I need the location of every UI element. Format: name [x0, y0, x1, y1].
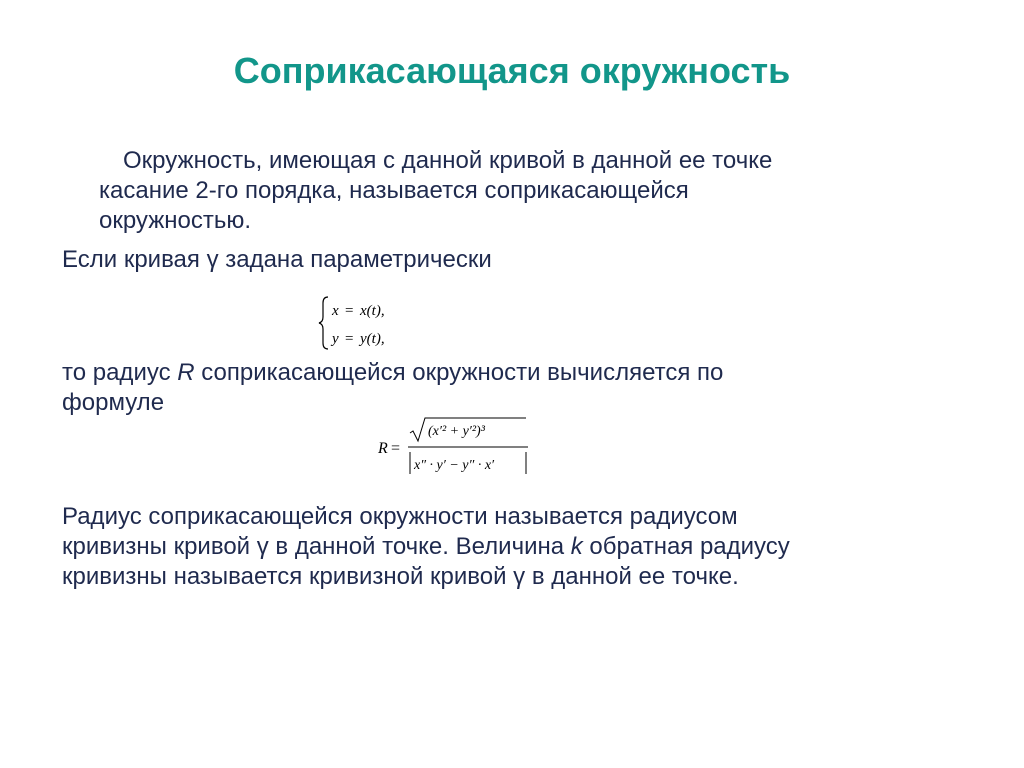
row1-eq: = [345, 303, 354, 319]
definition-line-3: окружностью. [99, 207, 252, 234]
formula-eq: = [391, 440, 401, 457]
curvature-paragraph [62, 502, 942, 592]
parametric-system-formula [314, 293, 424, 353]
curvature-line-2 [62, 532, 942, 562]
row1-lhs: x [332, 303, 339, 319]
curvature-line-3: кривизны называется кривизной кривой γ в данной ее точке. [62, 563, 739, 590]
left-brace [319, 297, 328, 349]
definition-line-2: касание 2-го порядка, называется соприкасающейся [99, 177, 689, 204]
row2-lhs: y [332, 331, 339, 347]
curvature-line-2-after: обратная радиусу [582, 533, 790, 560]
radius-formula-paragraph [62, 358, 942, 418]
radius-var-R: R [177, 359, 195, 386]
parametric-intro-text: Если кривая γ задана параметрически [62, 246, 492, 273]
parametric-system-svg [314, 293, 424, 353]
formula-lhs-R: R [378, 440, 388, 457]
row2-rhs: y(t), [360, 331, 385, 347]
curvature-line-2-before: кривизны кривой γ в данной точке. Величина [62, 533, 571, 560]
radius-before-text: то радиус [62, 359, 178, 386]
formula-denominator: x″ · y′ − y″ · x′ [414, 458, 495, 473]
radius-after-text: соприкасающейся окружности вычисляется по [194, 359, 724, 386]
definition-paragraph [99, 146, 939, 236]
radius-formula-line-1 [62, 358, 942, 388]
row2-eq: = [345, 331, 354, 347]
row1-rhs: x(t), [360, 303, 385, 319]
curvature-var-k: k [570, 533, 583, 560]
formula-numerator: (x′² + y′²)³ [428, 424, 485, 439]
slide-title: Соприкасающаяся окружность [233, 50, 791, 91]
definition-line-1: Окружность, имеющая с данной кривой в данной ее точке [123, 147, 773, 174]
parametric-intro-paragraph [62, 245, 942, 275]
curvature-radius-svg [374, 415, 534, 480]
curvature-radius-formula [374, 415, 534, 480]
curvature-line-1: Радиус соприкасающейся окружности называется радиусом [62, 503, 738, 530]
radius-formula-line-2: формуле [62, 389, 165, 416]
